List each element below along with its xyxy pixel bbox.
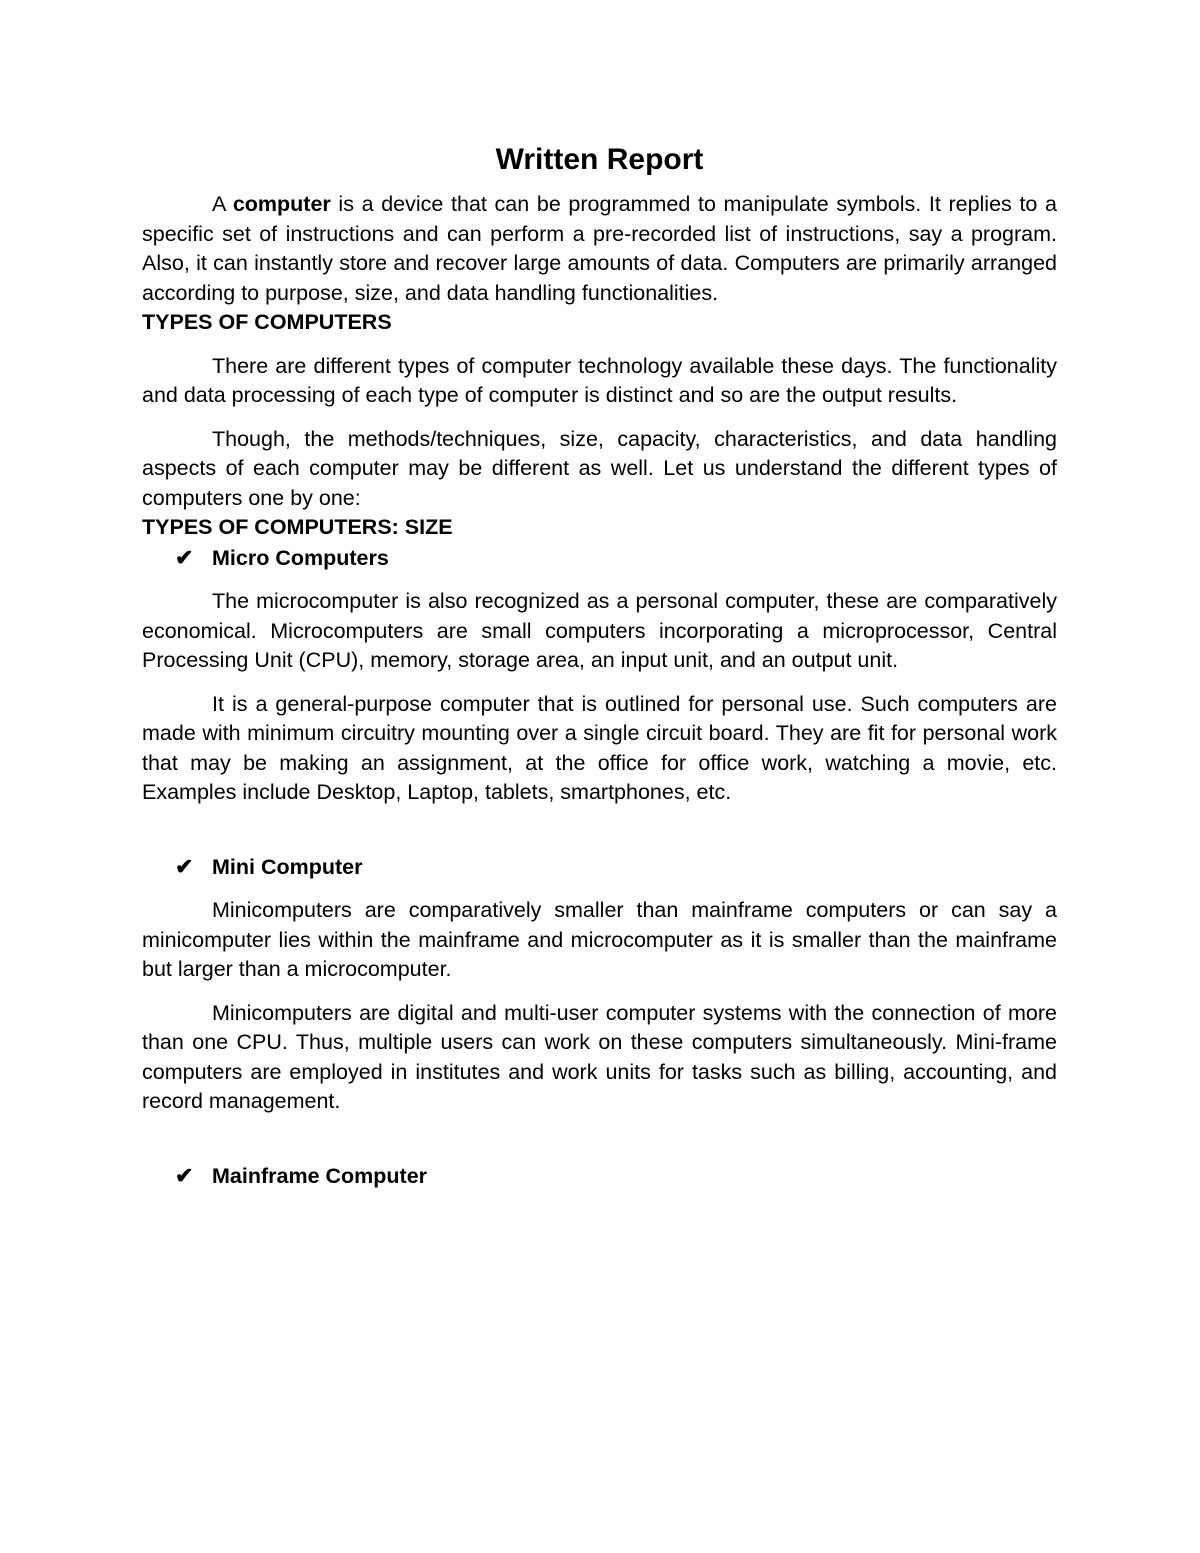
subheading-micro-label: Micro Computers [212, 545, 389, 570]
types-paragraph-2: Though, the methods/techniques, size, capacity, characteristics, and data handling aspects of each computer may be different as well. Let us understand the different types of computers one by one: [142, 426, 1057, 510]
checkmark-icon: ✔ [175, 544, 194, 570]
micro-paragraph-2: It is a general-purpose computer that is outlined for personal use. Such computers are made with minimum circuitry mounting over a single circuit board. They are fit for personal work that may be making an assignment, at the office for office work, watching a movie, etc. Examples include Desktop, Laptop, tablets, smartphones, etc. [142, 691, 1057, 804]
intro-lead: A [212, 192, 233, 216]
checkmark-icon: ✔ [175, 853, 194, 879]
subheading-mainframe [142, 1161, 1057, 1192]
intro-rest: is a device that can be programmed to manipulate symbols. It replies to a specific set of instructions and can perform a pre-recorded list of instructions, say a program. Also, it can instantly store and recover large amounts of data. Computers are primarily arranged according to purpose, size, and data handling functionalities. [142, 192, 1057, 305]
checkmark-icon: ✔ [175, 1162, 194, 1188]
micro-paragraph-1: The microcomputer is also recognized as a personal computer, these are comparatively economical. Microcomputers are small computers incorporating a microprocessor, Central Processing Unit (CPU), memory, storage area, an input unit, and an output unit. [142, 589, 1057, 672]
mini-paragraph-1: Minicomputers are comparatively smaller than mainframe computers or can say a minicomputer lies within the mainframe and microcomputer as it is smaller than the mainframe but larger than a microcomputer. [142, 898, 1057, 981]
subheading-mainframe-label: Mainframe Computer [212, 1163, 428, 1188]
mini-paragraph-2: Minicomputers are digital and multi-user computer systems with the connection of more than one CPU. Thus, multiple users can work on these computers simultaneously. Mini-frame computers are employed in institutes and work units for tasks such as billing, accounting, and record management. [142, 1000, 1057, 1113]
subheading-mini-label: Mini Computer [212, 854, 363, 879]
spacer [142, 808, 1057, 852]
subheading-micro [142, 543, 1057, 574]
document-body [142, 140, 1057, 1191]
intro-bold-term: computer [232, 192, 331, 216]
spacer [142, 1117, 1057, 1161]
section-heading-types: TYPES OF COMPUTERS [142, 310, 392, 334]
page-title: Written Report [495, 143, 704, 176]
subheading-mini [142, 852, 1057, 883]
types-paragraph-1: There are different types of computer technology available these days. The functionality and data processing of each type of computer is distinct and so are the output results. [142, 353, 1057, 407]
section-heading-size: TYPES OF COMPUTERS: SIZE [142, 515, 453, 539]
intro-paragraph [142, 190, 1057, 308]
